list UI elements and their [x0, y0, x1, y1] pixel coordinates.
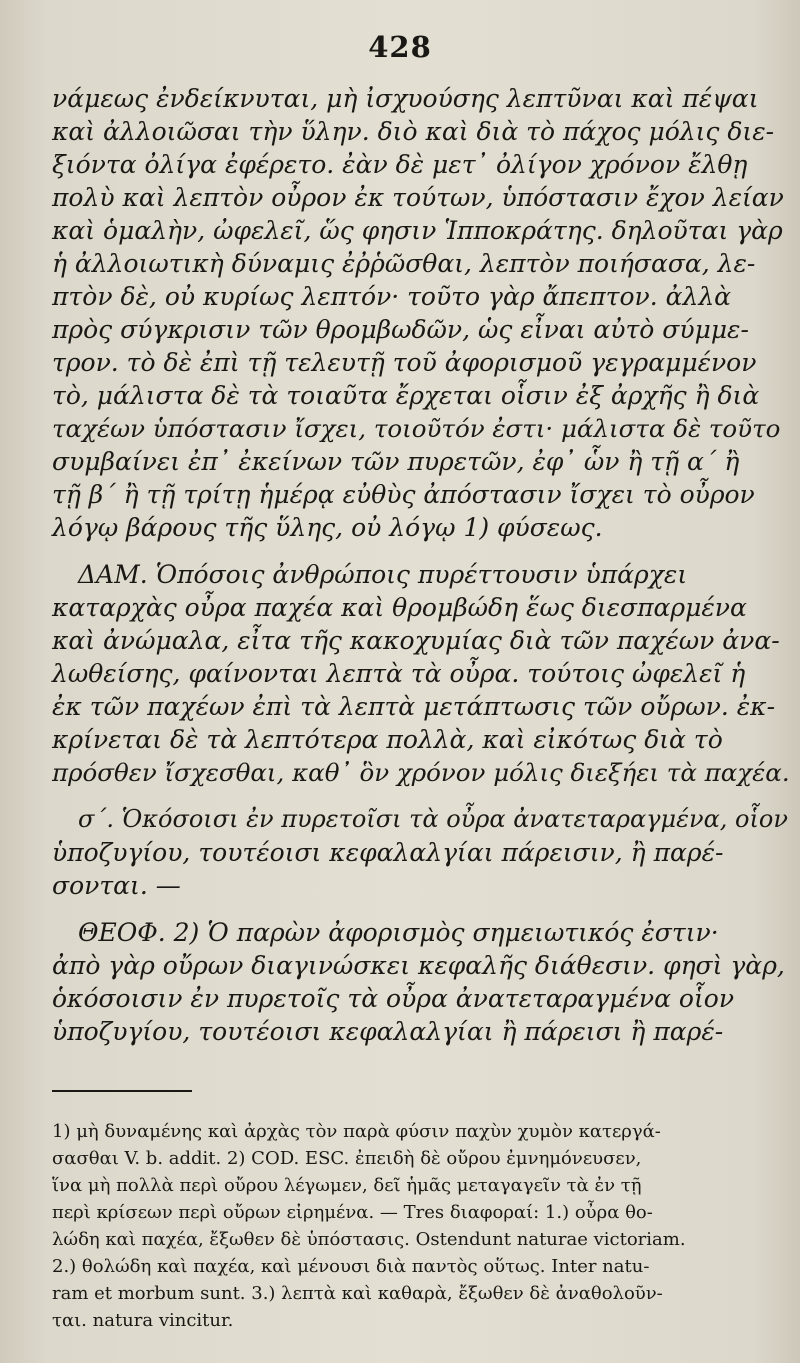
- text-line: τῇ β´ ἢ τῇ τρίτῃ ἡμέρᾳ εὐθὺς ἀπόστασιν ἴσχει τὸ οὖρον: [52, 480, 755, 509]
- text-line: καὶ ἀνώμαλα, εἶτα τῆς κακοχυμίας διὰ τῶν παχέων ἀνα-: [52, 626, 780, 655]
- text-line: καταρχὰς οὖρα παχέα καὶ θρομβώδη ἕως διεσπαρμένα: [52, 593, 747, 622]
- text-line: λόγῳ βάρους τῆς ὕλης, οὐ λόγῳ 1) φύσεως.: [52, 513, 603, 542]
- text-line: νάμεως ἐνδείκνυται, μὴ ἰσχυούσης λεπτῦναι καὶ πέψαι: [52, 84, 759, 113]
- text-line: ὑποζυγίου, τουτέοισι κεφαλαλγίαι πάρεισιν, ἢ παρέ-: [52, 838, 724, 867]
- paragraph-damascius: [52, 558, 792, 789]
- text-line: ἡ ἀλλοιωτικὴ δύναμις ἐῤῥῶσθαι, λεπτὸν ποιήσασα, λε-: [52, 249, 756, 278]
- footnote-line: περὶ κρίσεων περὶ οὔρων εἰρημένα. — Tres διαφοραί: 1.) οὖρα θο-: [52, 1202, 653, 1223]
- text-line: ταχέων ὑπόστασιν ἴσχει, τοιοῦτόν ἐστι· μάλιστα δὲ τοῦτο: [52, 414, 781, 443]
- paragraph-theophilus: [52, 916, 792, 1048]
- footnote-line: ἵνα μὴ πολλὰ περὶ οὔρου λέγωμεν, δεῖ ἡμᾶς μεταγαγεῖν τὰ ἐν τῇ: [52, 1175, 642, 1196]
- text-line: ὁκόσοισιν ἐν πυρετοῖς τὰ οὖρα ἀνατεταραγμένα οἷον: [52, 984, 735, 1013]
- footnote-line: 2.) θολώδη καὶ παχέα, καὶ μένουσι διὰ παντὸς οὕτως. Inter natu-: [52, 1256, 650, 1277]
- text-line: ξιόντα ὀλίγα ἐφέρετο. ἐὰν δὲ μετ᾽ ὀλίγον χρόνον ἔλθῃ: [52, 150, 748, 179]
- text-line: κρίνεται δὲ τὰ λεπτότερα πολλὰ, καὶ εἰκότως διὰ τὸ: [52, 725, 723, 754]
- footnote-line: σασθαι V. b. addit. 2) COD. ESC. ἐπειδὴ δὲ οὔρου ἐμνημόνευσεν,: [52, 1148, 642, 1169]
- text-line: ἐκ τῶν παχέων ἐπὶ τὰ λεπτὰ μετάπτωσις τῶν οὔρων. ἐκ-: [52, 692, 776, 721]
- page-number: 428: [368, 30, 432, 64]
- footnote-line: λώδη καὶ παχέα, ἔξωθεν δὲ ὑπόστασις. Ostendunt naturae victoriam.: [52, 1229, 686, 1250]
- footnote-line: 1) μὴ δυναμένης καὶ ἀρχὰς τὸν παρὰ φύσιν παχὺν χυμὸν κατεργά-: [52, 1121, 661, 1142]
- text-line: λωθείσης, φαίνονται λεπτὰ τὰ οὖρα. τούτοις ὠφελεῖ ἡ: [52, 659, 746, 688]
- text-line: τρον. τὸ δὲ ἐπὶ τῇ τελευτῇ τοῦ ἀφορισμοῦ γεγραμμένον: [52, 348, 757, 377]
- text-line: πρὸς σύγκρισιν τῶν θρομβωδῶν, ὡς εἶναι αὐτὸ σύμμε-: [52, 315, 749, 344]
- text-line: σ´. Ὁκόσοισι ἐν πυρετοῖσι τὰ οὖρα ἀνατεταραγμένα, οἷον: [78, 805, 788, 833]
- text-line: ὑποζυγίου, τουτέοισι κεφαλαλγίαι ἢ πάρεισι ἢ παρέ-: [52, 1017, 724, 1046]
- text-line: καὶ ὁμαλὴν, ὠφελεῖ, ὥς φησιν Ἱπποκράτης. δηλοῦται γὰρ: [52, 216, 783, 245]
- text-line: ἀπὸ γὰρ οὔρων διαγινώσκει κεφαλῆς διάθεσιν. φησὶ γὰρ,: [52, 951, 785, 980]
- text-line: πτὸν δὲ, οὐ κυρίως λεπτόν· τοῦτο γὰρ ἄπεπτον. ἀλλὰ: [52, 282, 732, 311]
- text-line: πολὺ καὶ λεπτὸν οὖρον ἐκ τούτων, ὑπόστασιν ἔχον λείαν: [52, 183, 784, 212]
- text-line: τὸ, μάλιστα δὲ τὰ τοιαῦτα ἔρχεται οἷσιν ἐξ ἀρχῆς ἢ διὰ: [52, 381, 760, 410]
- text-line: σονται. —: [52, 871, 181, 900]
- footnote-line: ram et morbum sunt. 3.) λεπτὰ καὶ καθαρὰ, ἔξωθεν δὲ ἀναθολοῦν-: [52, 1283, 663, 1304]
- paragraph-aphorism: [52, 803, 792, 902]
- text-line: συμβαίνει ἐπ᾽ ἐκείνων τῶν πυρετῶν, ἐφ᾽ ὧν ἢ τῇ α´ ἢ: [52, 447, 740, 476]
- footnote-line: ται. natura vincitur.: [52, 1310, 234, 1331]
- text-line: πρόσθεν ἴσχεσθαι, καθ᾽ ὃν χρόνον μόλις διεξήει τὰ παχέα.: [52, 758, 790, 787]
- paragraph-commentary: [52, 82, 792, 544]
- main-text: [52, 82, 792, 1048]
- text-line: ΘΕΟΦ. 2) Ὁ παρὼν ἀφορισμὸς σημειωτικός ἐστιν·: [78, 918, 719, 947]
- footnote-divider: [52, 1090, 192, 1092]
- footnotes: [52, 1118, 792, 1334]
- text-line: καὶ ἀλλοιῶσαι τὴν ὕλην. διὸ καὶ διὰ τὸ πάχος μόλις διε-: [52, 117, 775, 146]
- text-line: ΔΑΜ. Ὁπόσοις ἀνθρώποις πυρέττουσιν ὑπάρχει: [78, 560, 688, 589]
